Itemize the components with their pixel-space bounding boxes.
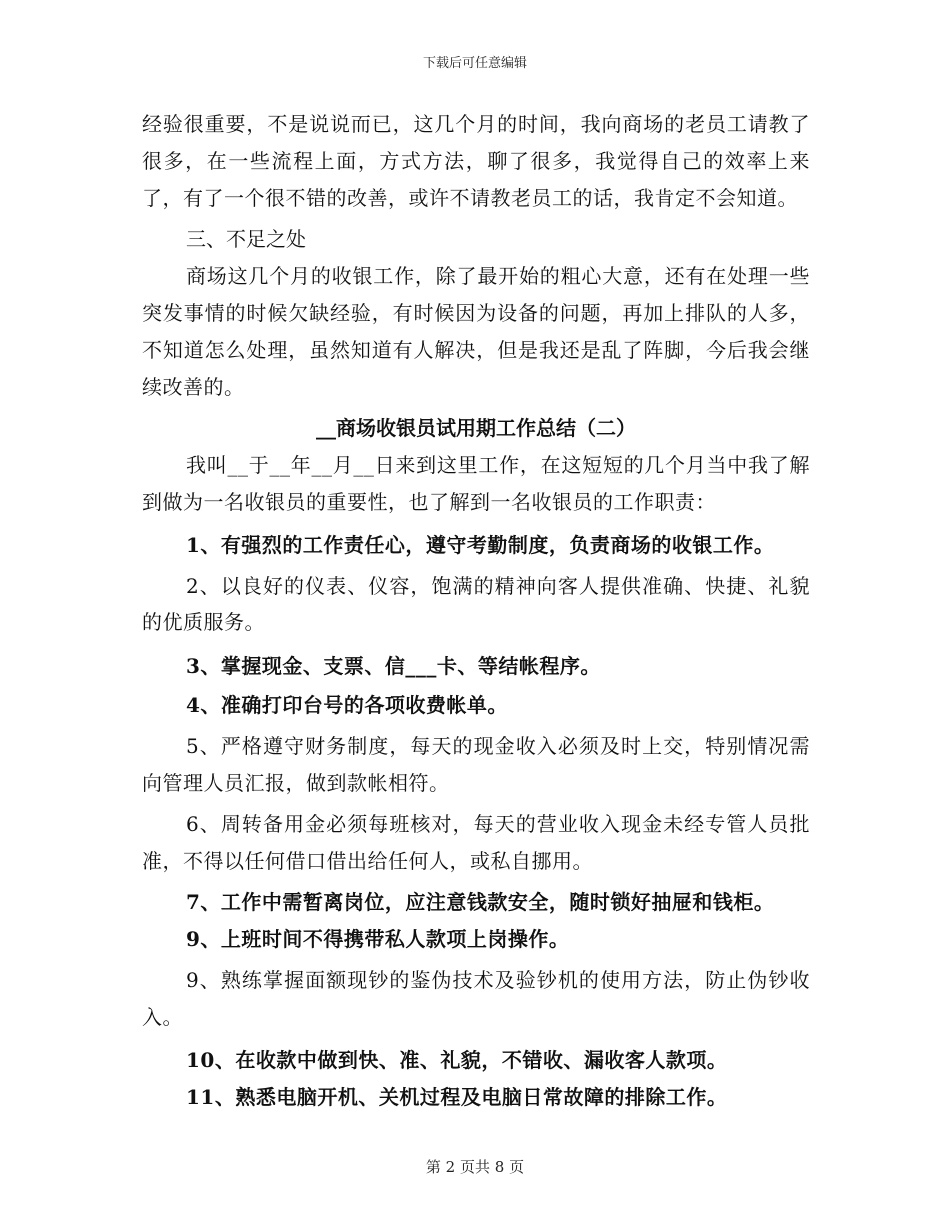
list-item: 6、周转备用金必须每班核对，每天的营业收入现金未经专管人员批准，不得以任何借口借出给任何人，或私自挪用。 [142, 812, 810, 873]
list-item: 4、准确打印台号的各项收费帐单。 [186, 693, 508, 717]
list-item: 1、有强烈的工作责任心，遵守考勤制度，负责商场的收银工作。 [186, 533, 775, 557]
list-item: 2、以良好的仪表、仪容，饱满的精神向客人提供准确、快捷、礼貌的优质服务。 [142, 574, 810, 634]
section-heading-shortcomings: 三、不足之处 [186, 227, 306, 251]
list-item: 3、掌握现金、支票、信___卡、等结帐程序。 [186, 654, 601, 678]
document-body [142, 106, 810, 1116]
page-footer: 第 2 页共 8 页 [425, 1158, 525, 1176]
list-item: 10、在收款中做到快、准、礼貌，不错收、漏收客人款项。 [186, 1048, 728, 1072]
list-item: 7、工作中需暂离岗位，应注意钱款安全，随时锁好抽屉和钱柜。 [186, 890, 775, 914]
list-item: 9、熟练掌握面额现钞的鉴伪技术及验钞机的使用方法，防止伪钞收入。 [142, 968, 810, 1029]
list-item: 5、严格遵守财务制度，每天的现金收入必须及时上交，特别情况需向管理人员汇报，做到款帐相符。 [142, 734, 810, 795]
paragraph-experience: 经验很重要，不是说说而已，这几个月的时间，我向商场的老员工请教了很多，在一些流程上面，方式方法，聊了很多，我觉得自己的效率上来了，有了一个很不错的改善，或许不请教老员工的话，我肯定不会知道。 [142, 112, 810, 210]
list-item: 11、熟悉电脑开机、关机过程及电脑日常故障的排除工作。 [186, 1085, 728, 1109]
paragraph-intro: 我叫__于__年__月__日来到这里工作，在这短短的几个月当中我了解到做为一名收银员的重要性，也了解到一名收银员的工作职责： [142, 453, 810, 514]
list-item: 9、上班时间不得携带私人款项上岗操作。 [186, 927, 570, 951]
paragraph-shortcomings: 商场这几个月的收银工作，除了最开始的粗心大意，还有在处理一些突发事情的时候欠缺经验，有时候因为设备的问题，再加上排队的人多，不知道怎么处理，虽然知道有人解决，但是我还是乱了阵脚，今后我会继续改善的。 [142, 264, 810, 399]
document-title: __商场收银员试用期工作总结（二） [316, 416, 636, 440]
page-header: 下载后可任意编辑 [422, 56, 527, 71]
